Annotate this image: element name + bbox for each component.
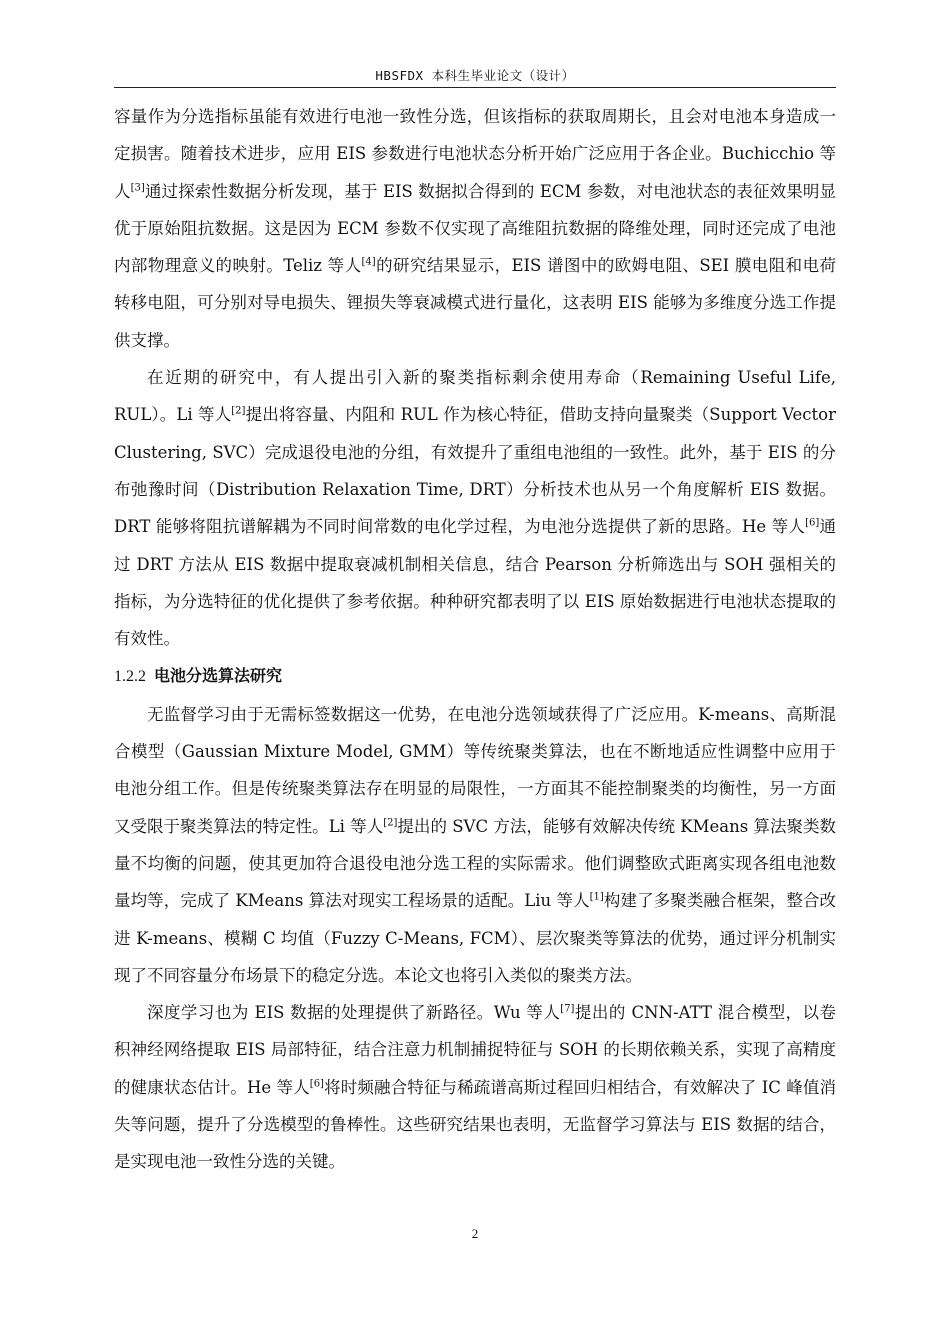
paragraph-2 bbox=[114, 359, 836, 657]
paragraph-text: 提出的 SVC 方法，能够有效解决传统 KMeans 算法聚类数量不均衡的问题，使其更加符合退役电池分选工程的实际需求。他们调整欧式距离实现各组电池数量均等，完成了 KMeans 算法对现实工程场景的适配。Liu 等人 bbox=[114, 816, 836, 911]
paragraph-text: 将时频融合特征与稀疏谱高斯过程回归相结合，有效解决了 IC 峰值消失等问题，提升了分选模型的鲁棒性。这些研究结果也表明，无监督学习算法与 EIS 数据的结合，是实现电池一致性分选的关键。 bbox=[114, 1077, 836, 1172]
paragraph-text: 提出将容量、内阻和 RUL 作为核心特征，借助支持向量聚类（Support Vector Clustering, SVC）完成退役电池的分组，有效提升了重组电池组的一致性。此外，基于 EIS 的分布弛豫时间（Distribution Relaxation Time, DRT）分析技术也从另一个角度解析 EIS 数据。DRT 能够将阻抗谱解耦为不同时间常数的电化学过程，为电池分选提供了新的思路。He 等人 bbox=[114, 405, 837, 537]
paragraph-text: 深度学习也为 EIS 数据的处理提供了新路径。Wu 等人 bbox=[147, 1003, 561, 1023]
paragraph-text: 无监督学习由于无需标签数据这一优势，在电池分选领域获得了广泛应用。K-means、高斯混合模型（Gaussian Mixture Model, GMM）等传统聚类算法，也在不断地适应性调整中应用于电池分组工作。但是传统聚类算法存在明显的局限性，一方面其不能控制聚类的均衡性，另一方面又受限于聚类算法的特定性。Li 等人 bbox=[114, 704, 836, 836]
page-body bbox=[114, 98, 836, 1181]
paragraph-text: 通过 DRT 方法从 EIS 数据中提取衰减机制相关信息，结合 Pearson 分析筛选出与 SOH 强相关的指标，为分选特征的优化提供了参考依据。种种研究都表明了以 EIS 原始数据进行电池状态提取的有效性。 bbox=[114, 517, 836, 649]
citation-ref[interactable]: [6] bbox=[309, 1078, 324, 1090]
header-divider bbox=[114, 87, 836, 88]
section-number: 1.2.2 bbox=[114, 668, 146, 686]
page-header: HBSFDX 本科生毕业论文（设计） bbox=[375, 68, 575, 83]
page-number: 2 bbox=[471, 1226, 479, 1241]
paragraph-1 bbox=[114, 98, 836, 359]
paragraph-text: 在近期的研究中，有人提出引入新的聚类指标剩余使用寿命（Remaining Useful Life, RUL）。Li 等人 bbox=[114, 368, 836, 425]
citation-ref[interactable]: [1] bbox=[589, 891, 604, 903]
paragraph-text: 通过探索性数据分析发现，基于 EIS 数据拟合得到的 ECM 参数，对电池状态的表征效果明显优于原始阻抗数据。这是因为 ECM 参数不仅实现了高维阻抗数据的降维处理，同时还完成了电池内部物理意义的映射。Teliz 等人 bbox=[114, 181, 836, 276]
citation-ref[interactable]: [2] bbox=[383, 817, 398, 829]
citation-ref[interactable]: [6] bbox=[805, 517, 820, 529]
citation-ref[interactable]: [3] bbox=[130, 182, 145, 194]
citation-ref[interactable]: [2] bbox=[231, 405, 246, 417]
citation-ref[interactable]: [7] bbox=[560, 1003, 575, 1015]
paragraph-4 bbox=[114, 994, 836, 1180]
paragraph-text: 提出的 CNN-ATT 混合模型，以卷积神经网络提取 EIS 局部特征，结合注意力机制捕捉特征与 SOH 的长期依赖关系，实现了高精度的健康状态估计。He 等人 bbox=[114, 1003, 836, 1097]
paragraph-text: 容量作为分选指标虽能有效进行电池一致性分选，但该指标的获取周期长，且会对电池本身造成一定损害。随着技术进步，应用 EIS 参数进行电池状态分析开始广泛应用于各企业。Buchicchio 等人 bbox=[114, 107, 836, 201]
citation-ref[interactable]: [4] bbox=[361, 256, 376, 268]
paragraph-3 bbox=[114, 696, 836, 994]
paragraph-text: 构建了多聚类融合框架，整合改进 K-means、模糊 C 均值（Fuzzy C-Means, FCM）、层次聚类等算法的优势，通过评分机制实现了不同容量分布场景下的稳定分选。本论文也将引入类似的聚类方法。 bbox=[114, 891, 837, 985]
section-title: 电池分选算法研究 bbox=[154, 666, 283, 686]
paragraph-text: 的研究结果显示，EIS 谱图中的欧姆电阻、SEI 膜电阻和电荷转移电阻，可分别对导电损失、锂损失等衰减模式进行量化，这表明 EIS 能够为多维度分选工作提供支撑。 bbox=[114, 256, 836, 350]
section-heading bbox=[114, 657, 836, 695]
